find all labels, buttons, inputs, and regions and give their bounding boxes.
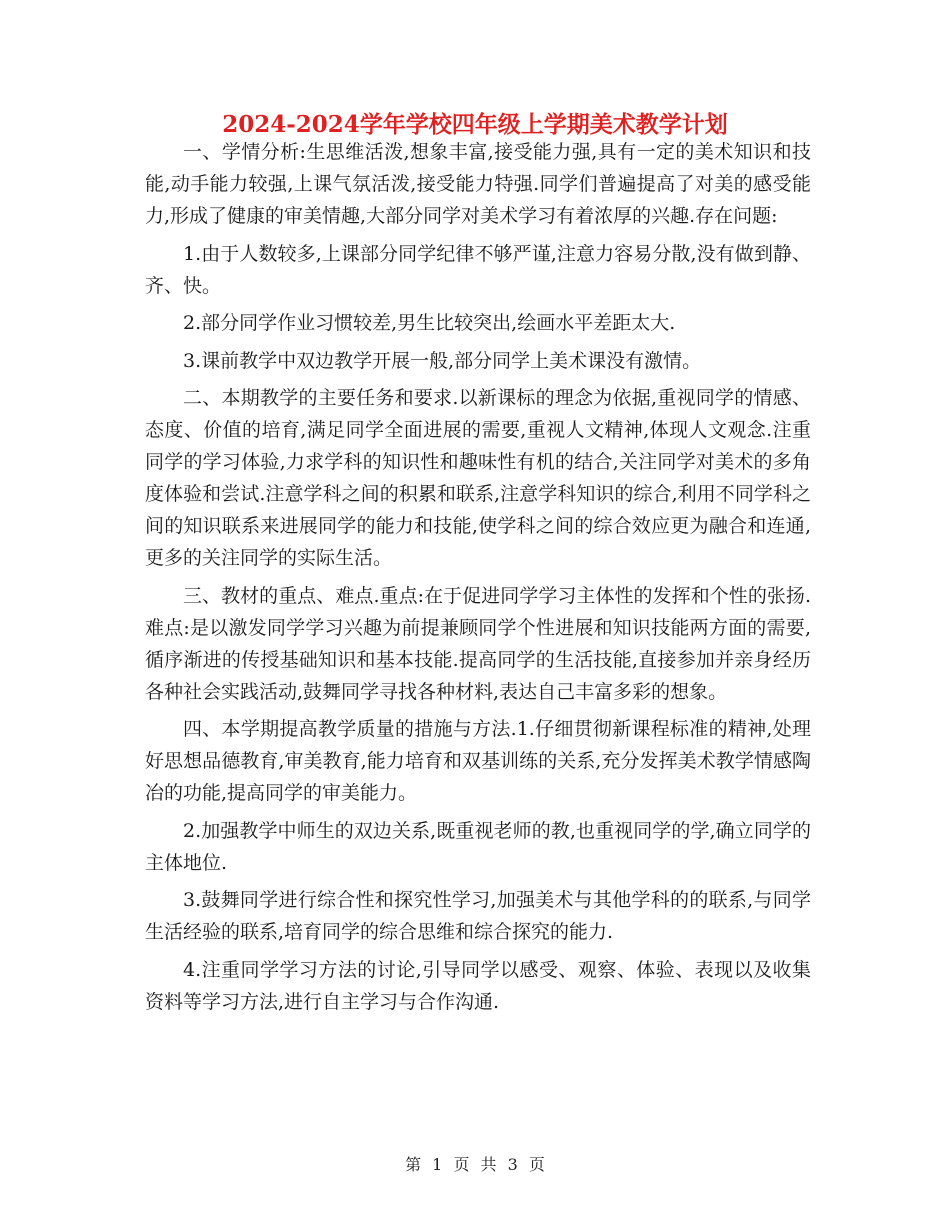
- paragraph-problem-1: 1.由于人数较多,上课部分同学纪律不够严谨,注意力容易分散,没有做到静、齐、快。: [145, 242, 811, 297]
- paragraph-main-tasks: 二、本期教学的主要任务和要求.以新课标的理念为依据,重视同学的情感、态度、价值的培育,满足同学全面进展的需要,重视人文精神,体现人文观念.注重同学的学习体验,力求学科的知识性和趣味性有机的结合,关注同学对美术的多角度体验和尝试.注意学科之间的积累和联系,注意学科知识的综合,利用不同学科之间的知识联系来进展同学的能力和技能,使学科之间的综合效应更为融合和连通,更多的关注同学的实际生活。: [145, 387, 811, 569]
- paragraph-problem-2: 2.部分同学作业习惯较差,男生比较突出,绘画水平差距太大.: [183, 312, 676, 334]
- paragraph-measure-2: 2.加强教学中师生的双边关系,既重视老师的教,也重视同学的学,确立同学的主体地位.: [145, 819, 811, 874]
- paragraph-learning-analysis: 一、学情分析:生思维活泼,想象丰富,接受能力强,具有一定的美术知识和技能,动手能力较强,上课气氛活泼,接受能力特强.同学们普遍提高了对美的感受能力,形成了健康的审美情趣,大部分同学对美术学习有着浓厚的兴趣.存在问题:: [145, 141, 811, 227]
- document-title: 2024-2024学年学校四年级上学期美术教学计划: [222, 111, 728, 138]
- paragraph-key-points: 三、教材的重点、难点.重点:在于促进同学学习主体性的发挥和个性的张扬.难点:是以激发同学学习兴趣为前提兼顾同学个性进展和知识技能两方面的需要,循序渐进的传授基础知识和基本技能.提高同学的生活技能,直接参加并亲身经历各种社会实践活动,鼓舞同学寻找各种材料,表达自己丰富多彩的想象。: [145, 584, 811, 703]
- page-number-footer: 第 1 页 共 3 页: [405, 1155, 545, 1174]
- paragraph-measure-4: 4.注重同学学习方法的讨论,引导同学以感受、观察、体验、表现以及收集资料等学习方法,进行自主学习与合作沟通.: [145, 958, 811, 1013]
- paragraph-problem-3: 3.课前教学中双边教学开展一般,部分同学上美术课没有激情。: [183, 349, 702, 372]
- document-body: [145, 136, 811, 1023]
- paragraph-measures: 四、本学期提高教学质量的措施与方法.1.仔细贯彻新课程标准的精神,处理好思想品德教育,审美教育,能力培育和双基训练的关系,充分发挥美术教学情感陶冶的功能,提高同学的审美能力。: [145, 718, 811, 804]
- paragraph-measure-3: 3.鼓舞同学进行综合性和探究性学习,加强美术与其他学科的的联系,与同学生活经验的联系,培育同学的综合思维和综合探究的能力.: [145, 889, 811, 943]
